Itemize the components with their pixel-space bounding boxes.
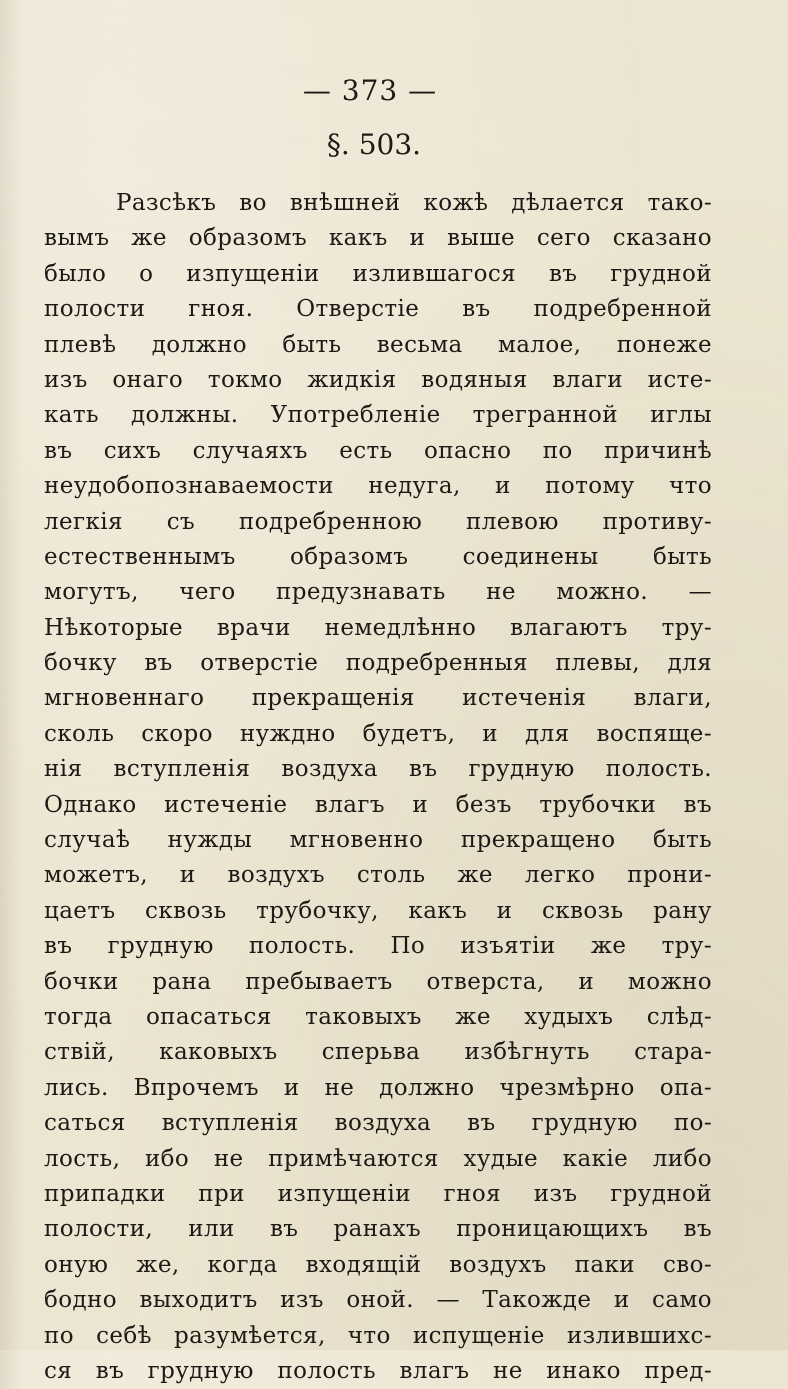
text-line: Однако истеченіе влагъ и безъ трубочки въ	[44, 791, 712, 818]
text-line: бочки рана пребываетъ отверста, и можно	[44, 968, 712, 995]
text-line: легкія съ подребренною плевою противу-	[44, 508, 712, 535]
text-line: цаетъ сквозь трубочку, какъ и сквозь рану	[44, 897, 712, 924]
text-line: неудобопознаваемости недуга, и потому что	[44, 473, 712, 500]
text-line: лость, ибо не примѣчаются худые какіе либо	[44, 1145, 712, 1172]
page-number: — 373 —	[302, 74, 438, 107]
text-line: полости гноя. Отверстіе въ подребренной	[44, 296, 712, 323]
text-line: тогда опасаться таковыхъ же худыхъ слѣд-	[44, 1003, 712, 1030]
text-line: естественнымъ образомъ соединены быть	[44, 543, 712, 570]
text-line: бочку въ отверстіе подребренныя плевы, для	[44, 650, 712, 677]
text-line: изъ онаго токмо жидкія водяныя влаги исте-	[44, 366, 712, 393]
text-line: въ сихъ случаяхъ есть опасно по причинѣ	[44, 437, 712, 464]
text-line: бодно выходитъ изъ оной. — Такожде и само	[44, 1287, 712, 1314]
text-line: полости, или въ ранахъ проницающихъ въ	[44, 1216, 712, 1243]
text-line: могутъ, чего предузнавать не можно. —	[44, 579, 712, 606]
text-line: ся въ грудную полость влагъ не инако пред-	[44, 1357, 712, 1384]
text-line: плевѣ должно быть весьма малое, понеже	[44, 331, 712, 358]
text-line: Нѣкоторые врачи немедлѣнно влагаютъ тру-	[44, 614, 712, 641]
text-line: мгновеннаго прекращенія истеченія влаги,	[44, 685, 712, 712]
text-line: нія вступленія воздуха въ грудную полость.	[44, 756, 712, 783]
text-line: Разсѣкъ во внѣшней кожѣ дѣлается тако-	[116, 190, 712, 216]
text-line: сколь скоро нуждно будетъ, и для воспяще-	[44, 720, 712, 747]
text-line: вымъ же образомъ какъ и выше сего сказано	[44, 225, 712, 252]
text-line: въ грудную полость. По изъятіи же тру-	[44, 933, 712, 960]
text-line: случаѣ нужды мгновенно прекращено быть	[44, 827, 712, 854]
text-line: припадки при изпущеніи гноя изъ грудной	[44, 1180, 712, 1207]
text-line: оную же, когда входящій воздухъ паки сво-	[44, 1251, 712, 1278]
text-line: лись. Впрочемъ и не должно чрезмѣрно опа-	[44, 1074, 712, 1101]
text-line: было о изпущеніи излившагося въ грудной	[44, 260, 712, 287]
text-line: можетъ, и воздухъ столь же легко прони-	[44, 862, 712, 889]
text-line: кать должны. Употребленіе трегранной иглы	[44, 402, 712, 429]
text-line: ствій, каковыхъ сперьва избѣгнуть стара-	[44, 1039, 712, 1066]
text-line: саться вступленія воздуха въ грудную по-	[44, 1110, 712, 1137]
text-line: по себѣ разумѣется, что испущеніе излившихс-	[44, 1322, 712, 1349]
section-heading: §. 503.	[326, 128, 422, 161]
body-text	[44, 186, 712, 1389]
